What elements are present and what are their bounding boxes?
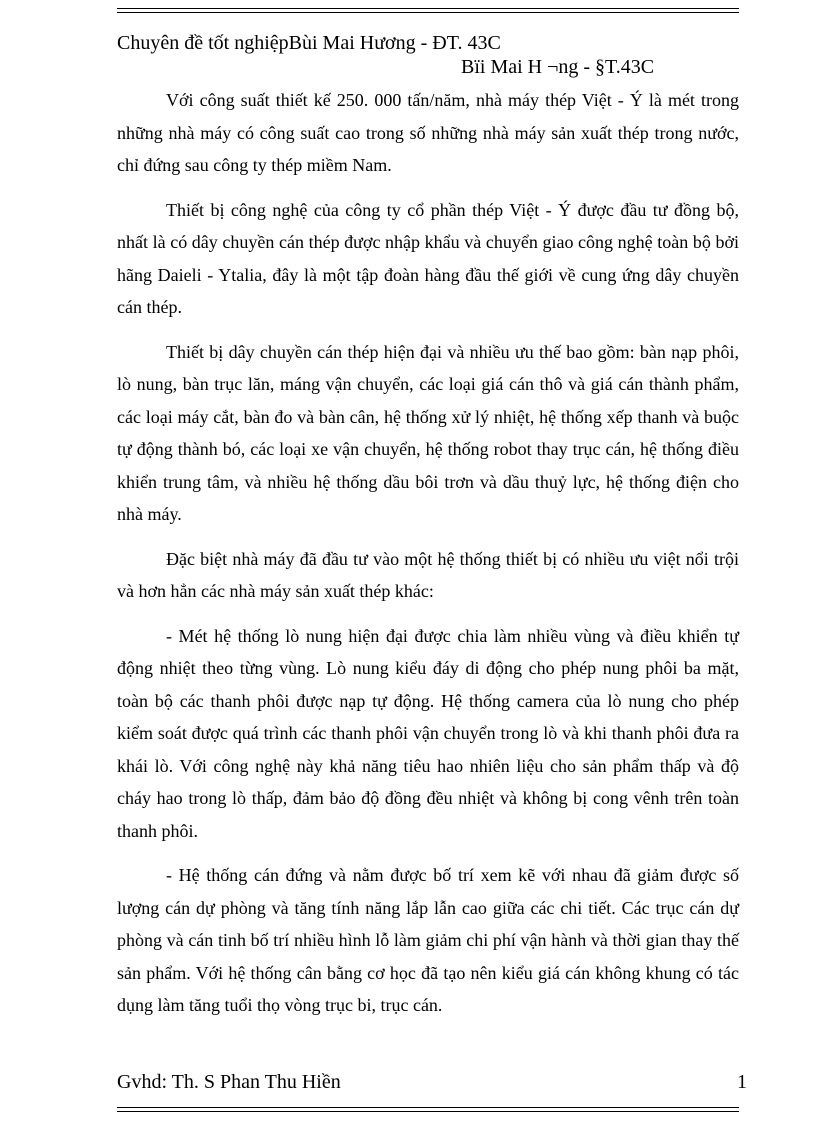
page-number: 1 <box>737 1071 747 1093</box>
footer-rule-top <box>117 1107 739 1108</box>
paragraph: Đặc biệt nhà máy đã đầu tư vào một hệ thống thiết bị có nhiều ưu việt nổi trội và hơn hẳn các nhà máy sản xuất thép khác: <box>117 548 739 601</box>
paragraph: Thiết bị công nghệ của công ty cổ phần thép Việt - Ý được đầu tư đồng bộ, nhất là có dây chuyền cán thép được nhập khẩu và chuyển giao công nghệ toàn bộ bởi hãng Daieli - Ytalia, đây là một tập đoàn hàng đầu thế giới về cung ứng dây chuyền cán thép. <box>117 199 739 317</box>
paragraph: Thiết bị dây chuyền cán thép hiện đại và nhiều ưu thế bao gồm: bàn nạp phôi, lò nung, bàn trục lăn, máng vận chuyển, các loại giá cán thô và giá cán thành phẩm, các loại máy cắt, bàn đo và bàn cân, hệ thống xử lý nhiệt, hệ thống xếp thanh và buộc tự động thành bó, các loại xe vận chuyển, hệ thống robot thay trục cán, hệ thống điều khiển trung tâm, và nhiều hệ thống dầu bôi trơn và dầu thuỷ lực, hệ thống điện cho nhà máy. <box>117 341 739 524</box>
document-body <box>117 84 739 1034</box>
footer-supervisor: Gvhd: Th. S Phan Thu Hiền <box>117 1071 341 1093</box>
paragraph: - Mét hệ thống lò nung hiện đại được chia làm nhiều vùng và điều khiển tự động nhiệt theo từng vùng. Lò nung kiểu đáy di động cho phép nung phôi ba mặt, toàn bộ các thanh phôi được nạp tự động. Hệ thống camera của lò nung cho phép kiểm soát được quá trình các thanh phôi vận chuyển trong lò và khi thanh phôi đưa ra khái lò. Với công nghệ này khả năng tiêu hao nhiên liệu cho sản phẩm thấp và độ cháy hao trong lò thấp, đảm bảo độ đồng đều nhiệt và không bị cong vênh trên toàn thanh phôi. <box>117 625 739 841</box>
header-title: Chuyên đề tốt nghiệpBùi Mai Hương - ĐT. 43C <box>117 32 501 54</box>
paragraph: Với công suất thiết kế 250. 000 tấn/năm, nhà máy thép Việt - Ý là mét trong những nhà máy có công suất cao trong số những nhà máy sản xuất thép trong nước, chỉ đứng sau công ty thép miềm Nam. <box>117 90 739 175</box>
header-rule-top <box>117 8 739 9</box>
header-title-garbled: Bïi Mai H ¬ng - §T.43C <box>461 56 655 78</box>
footer-rule-bottom <box>117 1111 739 1112</box>
header-rule-bottom <box>117 12 739 13</box>
paragraph: - Hệ thống cán đứng và nằm được bố trí xem kẽ với nhau đã giảm được số lượng cán dự phòng và tăng tính năng lắp lẫn cao giữa các chi tiết. Các trục cán dự phòng và cán tinh bố trí nhiều hình lỗ làm giảm chi phí vận hành và thời gian thay thế sản phẩm. Với hệ thống cân bằng cơ học đã tạo nên kiểu giá cán không khung có tác dụng làm tăng tuổi thọ vòng trục bi, trục cán. <box>117 865 739 1015</box>
